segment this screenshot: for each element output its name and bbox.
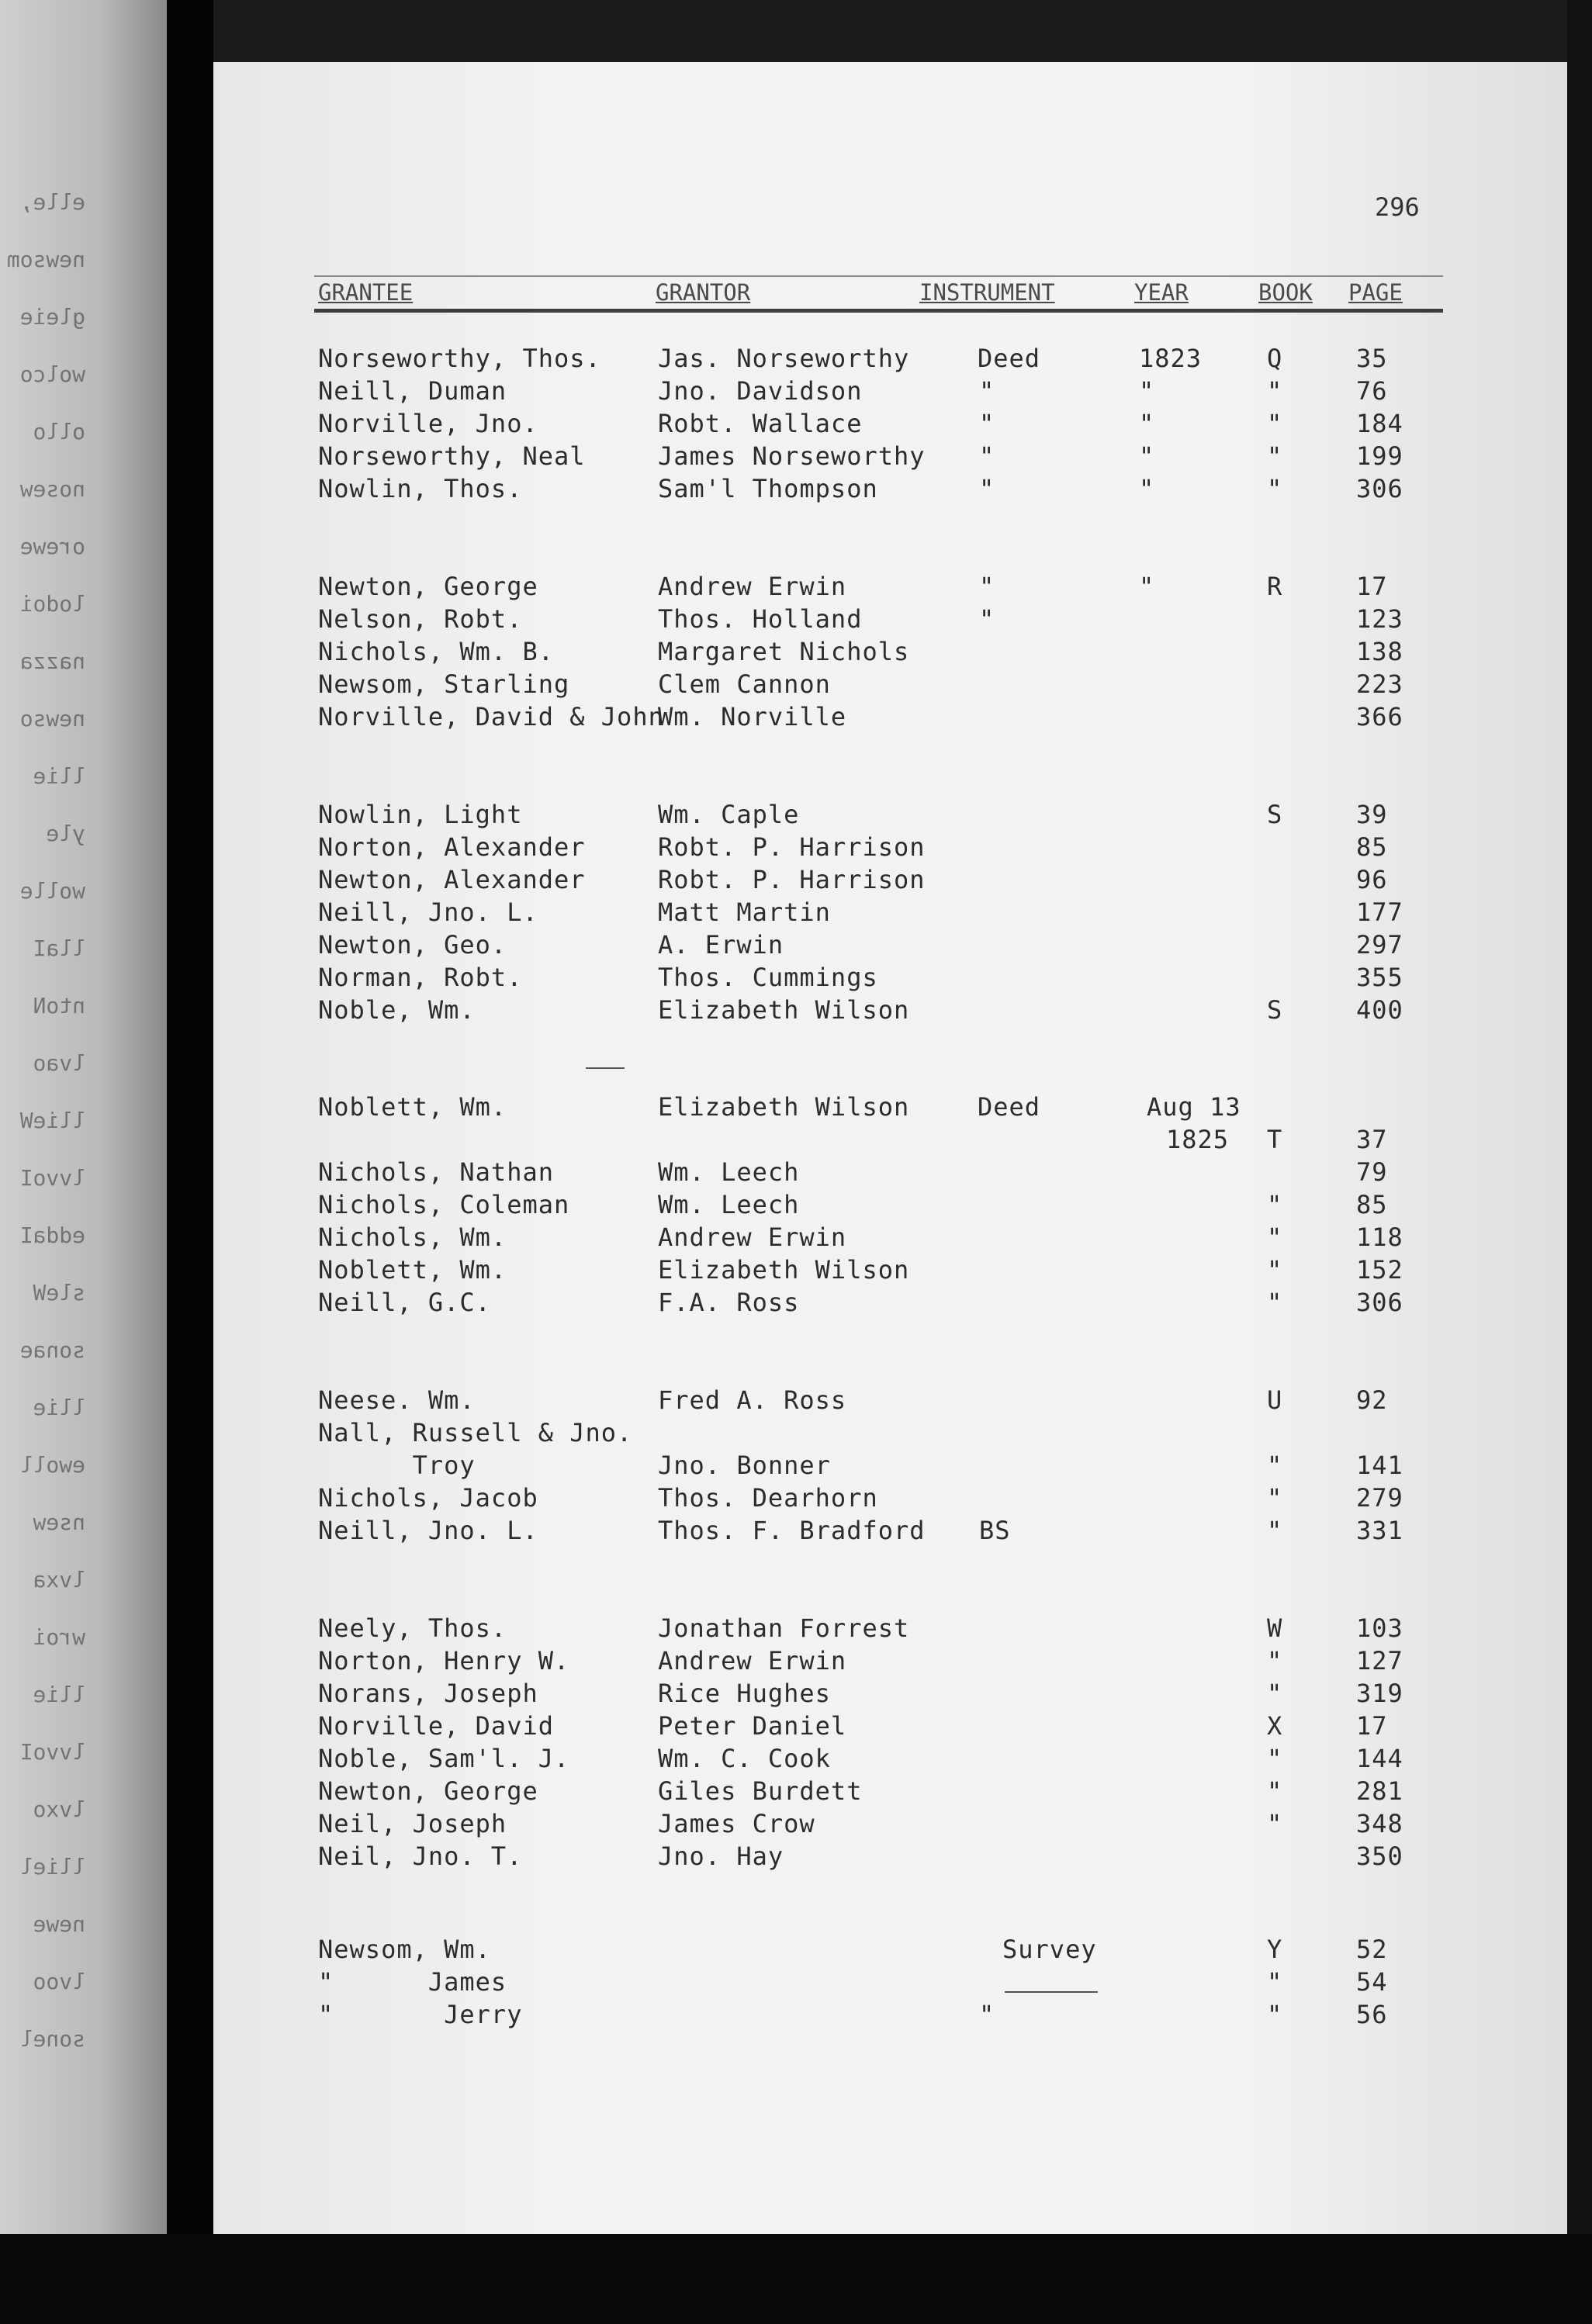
- cell-page: 348: [1356, 1809, 1403, 1838]
- cell-grantor: Thos. Dearhorn: [658, 1483, 878, 1513]
- cell-page: 331: [1356, 1516, 1403, 1545]
- cell-grantor: Robt. Wallace: [658, 409, 863, 438]
- cell-page: 306: [1356, 1288, 1403, 1317]
- bottom-shadow: [0, 2234, 1592, 2324]
- cell-book: ": [1267, 2000, 1283, 2029]
- right-edge-shadow: [1567, 0, 1592, 2234]
- cell-book: ": [1267, 409, 1283, 438]
- cell-grantor: Clem Cannon: [658, 669, 831, 699]
- cell-grantor: Rice Hughes: [658, 1679, 831, 1708]
- cell-grantee: Neil, Joseph: [318, 1809, 507, 1838]
- facing-page-bleed-text: [0, 186, 85, 2087]
- cell-year: ": [1139, 376, 1155, 406]
- header-grantor: GRANTOR: [656, 279, 751, 306]
- cell-book: T: [1267, 1125, 1283, 1154]
- ditto-dash: [1005, 1991, 1098, 1993]
- cell-grantee: Newsom, Starling: [318, 669, 570, 699]
- cell-grantee: " Jerry: [318, 2000, 523, 2029]
- cell-page: 37: [1356, 1125, 1388, 1154]
- page-number: 296: [1375, 192, 1420, 222]
- header-top-rule: [314, 275, 1443, 277]
- cell-grantee: Neill, G.C.: [318, 1288, 491, 1317]
- cell-year: 1823: [1139, 344, 1203, 373]
- cell-grantee: Nichols, Wm.: [318, 1223, 507, 1252]
- cell-grantee: Nichols, Jacob: [318, 1483, 538, 1513]
- facing-page-fragment: yle: [46, 821, 85, 846]
- cell-book: ": [1267, 1483, 1283, 1513]
- cell-page: 141: [1356, 1451, 1403, 1480]
- cell-book: R: [1267, 572, 1283, 601]
- cell-book: ": [1267, 441, 1283, 471]
- cell-page: 85: [1356, 1190, 1388, 1219]
- facing-page-fragment: elle,: [19, 189, 85, 215]
- facing-page-fragment: lvvoI: [19, 1165, 85, 1191]
- cell-page: 355: [1356, 963, 1403, 992]
- facing-page-fragment: nsew: [33, 1510, 85, 1535]
- cell-grantee: Newton, Alexander: [318, 865, 586, 894]
- cell-book: ": [1267, 1967, 1283, 1997]
- cell-grantee: Nichols, Nathan: [318, 1157, 554, 1187]
- header-instrument: INSTRUMENT: [919, 279, 1055, 306]
- cell-page: 281: [1356, 1776, 1403, 1806]
- cell-instrument: ": [979, 572, 995, 601]
- facing-page-fragment: newso: [19, 706, 85, 731]
- cell-instrument: ": [979, 376, 995, 406]
- cell-instrument: ": [979, 409, 995, 438]
- cell-grantee: Nelson, Robt.: [318, 604, 523, 634]
- cell-book: ": [1267, 1516, 1283, 1545]
- cell-page: 127: [1356, 1646, 1403, 1676]
- cell-page: 177: [1356, 897, 1403, 927]
- cell-page: 279: [1356, 1483, 1403, 1513]
- facing-page-fragment: lodoi: [19, 591, 85, 617]
- cell-grantor: Wm. Norville: [658, 702, 847, 731]
- facing-page-fragment: lvxa: [33, 1567, 85, 1593]
- cell-page: 350: [1356, 1842, 1403, 1871]
- cell-book: ": [1267, 1679, 1283, 1708]
- facing-page-fragment: orewe: [19, 534, 85, 559]
- cell-page: 56: [1356, 2000, 1388, 2029]
- facing-page-fragment: ntoN: [33, 993, 85, 1018]
- cell-grantee: Neill, Jno. L.: [318, 1516, 538, 1545]
- cell-book: ": [1267, 1190, 1283, 1219]
- facing-page-fragment: lvxo: [33, 1797, 85, 1822]
- cell-grantor: Jonathan Forrest: [658, 1613, 910, 1643]
- cell-grantee: Noblett, Wm.: [318, 1092, 507, 1122]
- facing-page-fragment: lliel: [19, 1854, 85, 1880]
- cell-page: 35: [1356, 344, 1388, 373]
- facing-page-fragment: nazza: [19, 648, 85, 674]
- cell-page: 184: [1356, 409, 1403, 438]
- facing-page-fragment: gleie: [19, 304, 85, 330]
- facing-page-fragment: newsom: [6, 247, 85, 272]
- cell-page: 96: [1356, 865, 1388, 894]
- cell-grantee: Norseworthy, Neal: [318, 441, 586, 471]
- cell-year: Aug 13: [1147, 1092, 1241, 1122]
- header-page: PAGE: [1348, 279, 1403, 306]
- cell-grantee: Nall, Russell & Jno.: [318, 1418, 633, 1447]
- cell-page: 319: [1356, 1679, 1403, 1708]
- cell-grantee: Newton, Geo.: [318, 930, 507, 960]
- header-rule: [314, 309, 1443, 313]
- cell-grantor: Fred A. Ross: [658, 1385, 847, 1415]
- cell-book: X: [1267, 1711, 1283, 1741]
- cell-grantor: Jas. Norseworthy: [658, 344, 910, 373]
- cell-grantor: Jno. Bonner: [658, 1451, 831, 1480]
- cell-grantor: Wm. Leech: [658, 1190, 800, 1219]
- cell-grantor: Margaret Nichols: [658, 637, 910, 666]
- cell-grantee: " James: [318, 1967, 507, 1997]
- cell-book: ": [1267, 1744, 1283, 1773]
- cell-page: 306: [1356, 474, 1403, 503]
- book-binding-shadow: [167, 0, 213, 2324]
- cell-book: W: [1267, 1613, 1283, 1643]
- cell-book: S: [1267, 800, 1283, 829]
- cell-page: 297: [1356, 930, 1403, 960]
- cell-book: Q: [1267, 344, 1283, 373]
- facing-page-fragment: wolle: [19, 878, 85, 904]
- cell-year: ": [1139, 441, 1155, 471]
- cell-grantee: Neill, Duman: [318, 376, 507, 406]
- cell-page: 85: [1356, 832, 1388, 862]
- cell-grantee: Norville, David & John: [318, 702, 664, 731]
- cell-grantor: Wm. Leech: [658, 1157, 800, 1187]
- cell-grantor: Andrew Erwin: [658, 572, 847, 601]
- cell-grantee: Norans, Joseph: [318, 1679, 538, 1708]
- cell-grantee: Noble, Sam'l. J.: [318, 1744, 570, 1773]
- facing-page-fragment: llie: [33, 763, 85, 789]
- header-grantee: GRANTEE: [318, 279, 414, 306]
- facing-page-fragment: ewoll: [19, 1452, 85, 1478]
- cell-book: U: [1267, 1385, 1283, 1415]
- cell-grantor: Robt. P. Harrison: [658, 832, 926, 862]
- cell-grantor: Wm. C. Cook: [658, 1744, 831, 1773]
- cell-book: ": [1267, 1288, 1283, 1317]
- facing-page-fragment: eddaI: [19, 1223, 85, 1248]
- facing-page-fragment: lvoo: [33, 1969, 85, 1994]
- facing-page-fragment: nosew: [19, 476, 85, 502]
- cell-page: 76: [1356, 376, 1388, 406]
- cell-grantee: Neese. Wm.: [318, 1385, 476, 1415]
- cell-book: ": [1267, 376, 1283, 406]
- facing-page-fragment: llaI: [33, 935, 85, 961]
- cell-instrument: Deed: [978, 1092, 1041, 1122]
- cell-grantor: Andrew Erwin: [658, 1646, 847, 1676]
- cell-grantee: Neely, Thos.: [318, 1613, 507, 1643]
- cell-grantor: Jno. Hay: [658, 1842, 784, 1871]
- cell-book: ": [1267, 1255, 1283, 1285]
- cell-page: 223: [1356, 669, 1403, 699]
- cell-grantor: James Norseworthy: [658, 441, 926, 471]
- cell-page: 79: [1356, 1157, 1388, 1187]
- cell-instrument: Survey: [1002, 1935, 1097, 1964]
- cell-book: ": [1267, 1809, 1283, 1838]
- cell-page: 54: [1356, 1967, 1388, 1997]
- header-year: YEAR: [1134, 279, 1189, 306]
- cell-grantee: Newton, George: [318, 1776, 538, 1806]
- cell-grantor: Elizabeth Wilson: [658, 995, 910, 1025]
- facing-page-fragment: lvao: [33, 1050, 85, 1076]
- facing-page-fragment: sonae: [19, 1337, 85, 1363]
- cell-page: 103: [1356, 1613, 1403, 1643]
- facing-page-fragment: lvvoI: [19, 1739, 85, 1765]
- cell-instrument: ": [979, 474, 995, 503]
- cell-grantee: Neil, Jno. T.: [318, 1842, 523, 1871]
- stray-mark: [586, 1067, 625, 1069]
- cell-book: Y: [1267, 1935, 1283, 1964]
- cell-page: 366: [1356, 702, 1403, 731]
- facing-page-fragment: wolco: [19, 361, 85, 387]
- header-book: BOOK: [1258, 279, 1313, 306]
- cell-grantee: Troy: [318, 1451, 476, 1480]
- cell-page: 144: [1356, 1744, 1403, 1773]
- facing-page-fragment: llieW: [19, 1108, 85, 1133]
- cell-grantor: Wm. Caple: [658, 800, 800, 829]
- cell-grantee: Noblett, Wm.: [318, 1255, 507, 1285]
- cell-instrument: ": [979, 604, 995, 634]
- facing-page-fragment: sonel: [19, 2026, 85, 2052]
- cell-grantor: Andrew Erwin: [658, 1223, 847, 1252]
- cell-grantee: Nichols, Wm. B.: [318, 637, 554, 666]
- cell-grantee: Norseworthy, Thos.: [318, 344, 601, 373]
- cell-page: 17: [1356, 1711, 1388, 1741]
- cell-instrument: ": [979, 2000, 995, 2029]
- cell-book: S: [1267, 995, 1283, 1025]
- cell-page: 52: [1356, 1935, 1388, 1964]
- cell-grantor: Thos. Holland: [658, 604, 863, 634]
- cell-grantee: Norton, Alexander: [318, 832, 586, 862]
- cell-grantor: Elizabeth Wilson: [658, 1092, 910, 1122]
- cell-grantee: Norville, Jno.: [318, 409, 538, 438]
- cell-page: 118: [1356, 1223, 1403, 1252]
- cell-grantor: Thos. F. Bradford: [658, 1516, 926, 1545]
- cell-page: 400: [1356, 995, 1403, 1025]
- cell-grantor: Peter Daniel: [658, 1711, 847, 1741]
- cell-page: 199: [1356, 441, 1403, 471]
- cell-grantee: Nowlin, Light: [318, 800, 523, 829]
- cell-grantor: Elizabeth Wilson: [658, 1255, 910, 1285]
- cell-instrument: ": [979, 441, 995, 471]
- facing-page-fragment: ollo: [33, 419, 85, 444]
- cell-grantee: Noble, Wm.: [318, 995, 476, 1025]
- cell-grantor: Jno. Davidson: [658, 376, 863, 406]
- cell-grantor: Sam'l Thompson: [658, 474, 878, 503]
- cell-page: 17: [1356, 572, 1388, 601]
- cell-book: ": [1267, 1223, 1283, 1252]
- cell-grantor: Robt. P. Harrison: [658, 865, 926, 894]
- facing-page-fragment: sleW: [33, 1280, 85, 1306]
- facing-page-fragment: newe: [33, 1911, 85, 1937]
- cell-grantee: Newton, George: [318, 572, 538, 601]
- cell-grantor: Giles Burdett: [658, 1776, 863, 1806]
- cell-year: ": [1139, 409, 1155, 438]
- cell-grantee: Newsom, Wm.: [318, 1935, 491, 1964]
- cell-instrument: Deed: [978, 344, 1041, 373]
- cell-grantor: A. Erwin: [658, 930, 784, 960]
- facing-page-fragment: llie: [33, 1395, 85, 1420]
- cell-grantor: Thos. Cummings: [658, 963, 878, 992]
- cell-year: ": [1139, 572, 1155, 601]
- cell-grantee: Norville, David: [318, 1711, 554, 1741]
- cell-grantor: James Crow: [658, 1809, 815, 1838]
- cell-year: ": [1139, 474, 1155, 503]
- cell-grantor: Matt Martin: [658, 897, 831, 927]
- cell-page: 39: [1356, 800, 1388, 829]
- cell-page: 123: [1356, 604, 1403, 634]
- cell-page: 92: [1356, 1385, 1388, 1415]
- cell-grantee: Norton, Henry W.: [318, 1646, 570, 1676]
- cell-grantee: Norman, Robt.: [318, 963, 523, 992]
- cell-grantee: Nichols, Coleman: [318, 1190, 570, 1219]
- cell-instrument: BS: [979, 1516, 1011, 1545]
- cell-grantor: F.A. Ross: [658, 1288, 800, 1317]
- cell-page: 138: [1356, 637, 1403, 666]
- cell-grantee: Nowlin, Thos.: [318, 474, 523, 503]
- facing-page-fragment: llie: [33, 1682, 85, 1707]
- cell-year: 1825: [1166, 1125, 1230, 1154]
- cell-book: ": [1267, 1646, 1283, 1676]
- cell-book: ": [1267, 474, 1283, 503]
- cell-book: ": [1267, 1776, 1283, 1806]
- cell-grantee: Neill, Jno. L.: [318, 897, 538, 927]
- facing-page-fragment: wroi: [33, 1624, 85, 1650]
- cell-book: ": [1267, 1451, 1283, 1480]
- cell-page: 152: [1356, 1255, 1403, 1285]
